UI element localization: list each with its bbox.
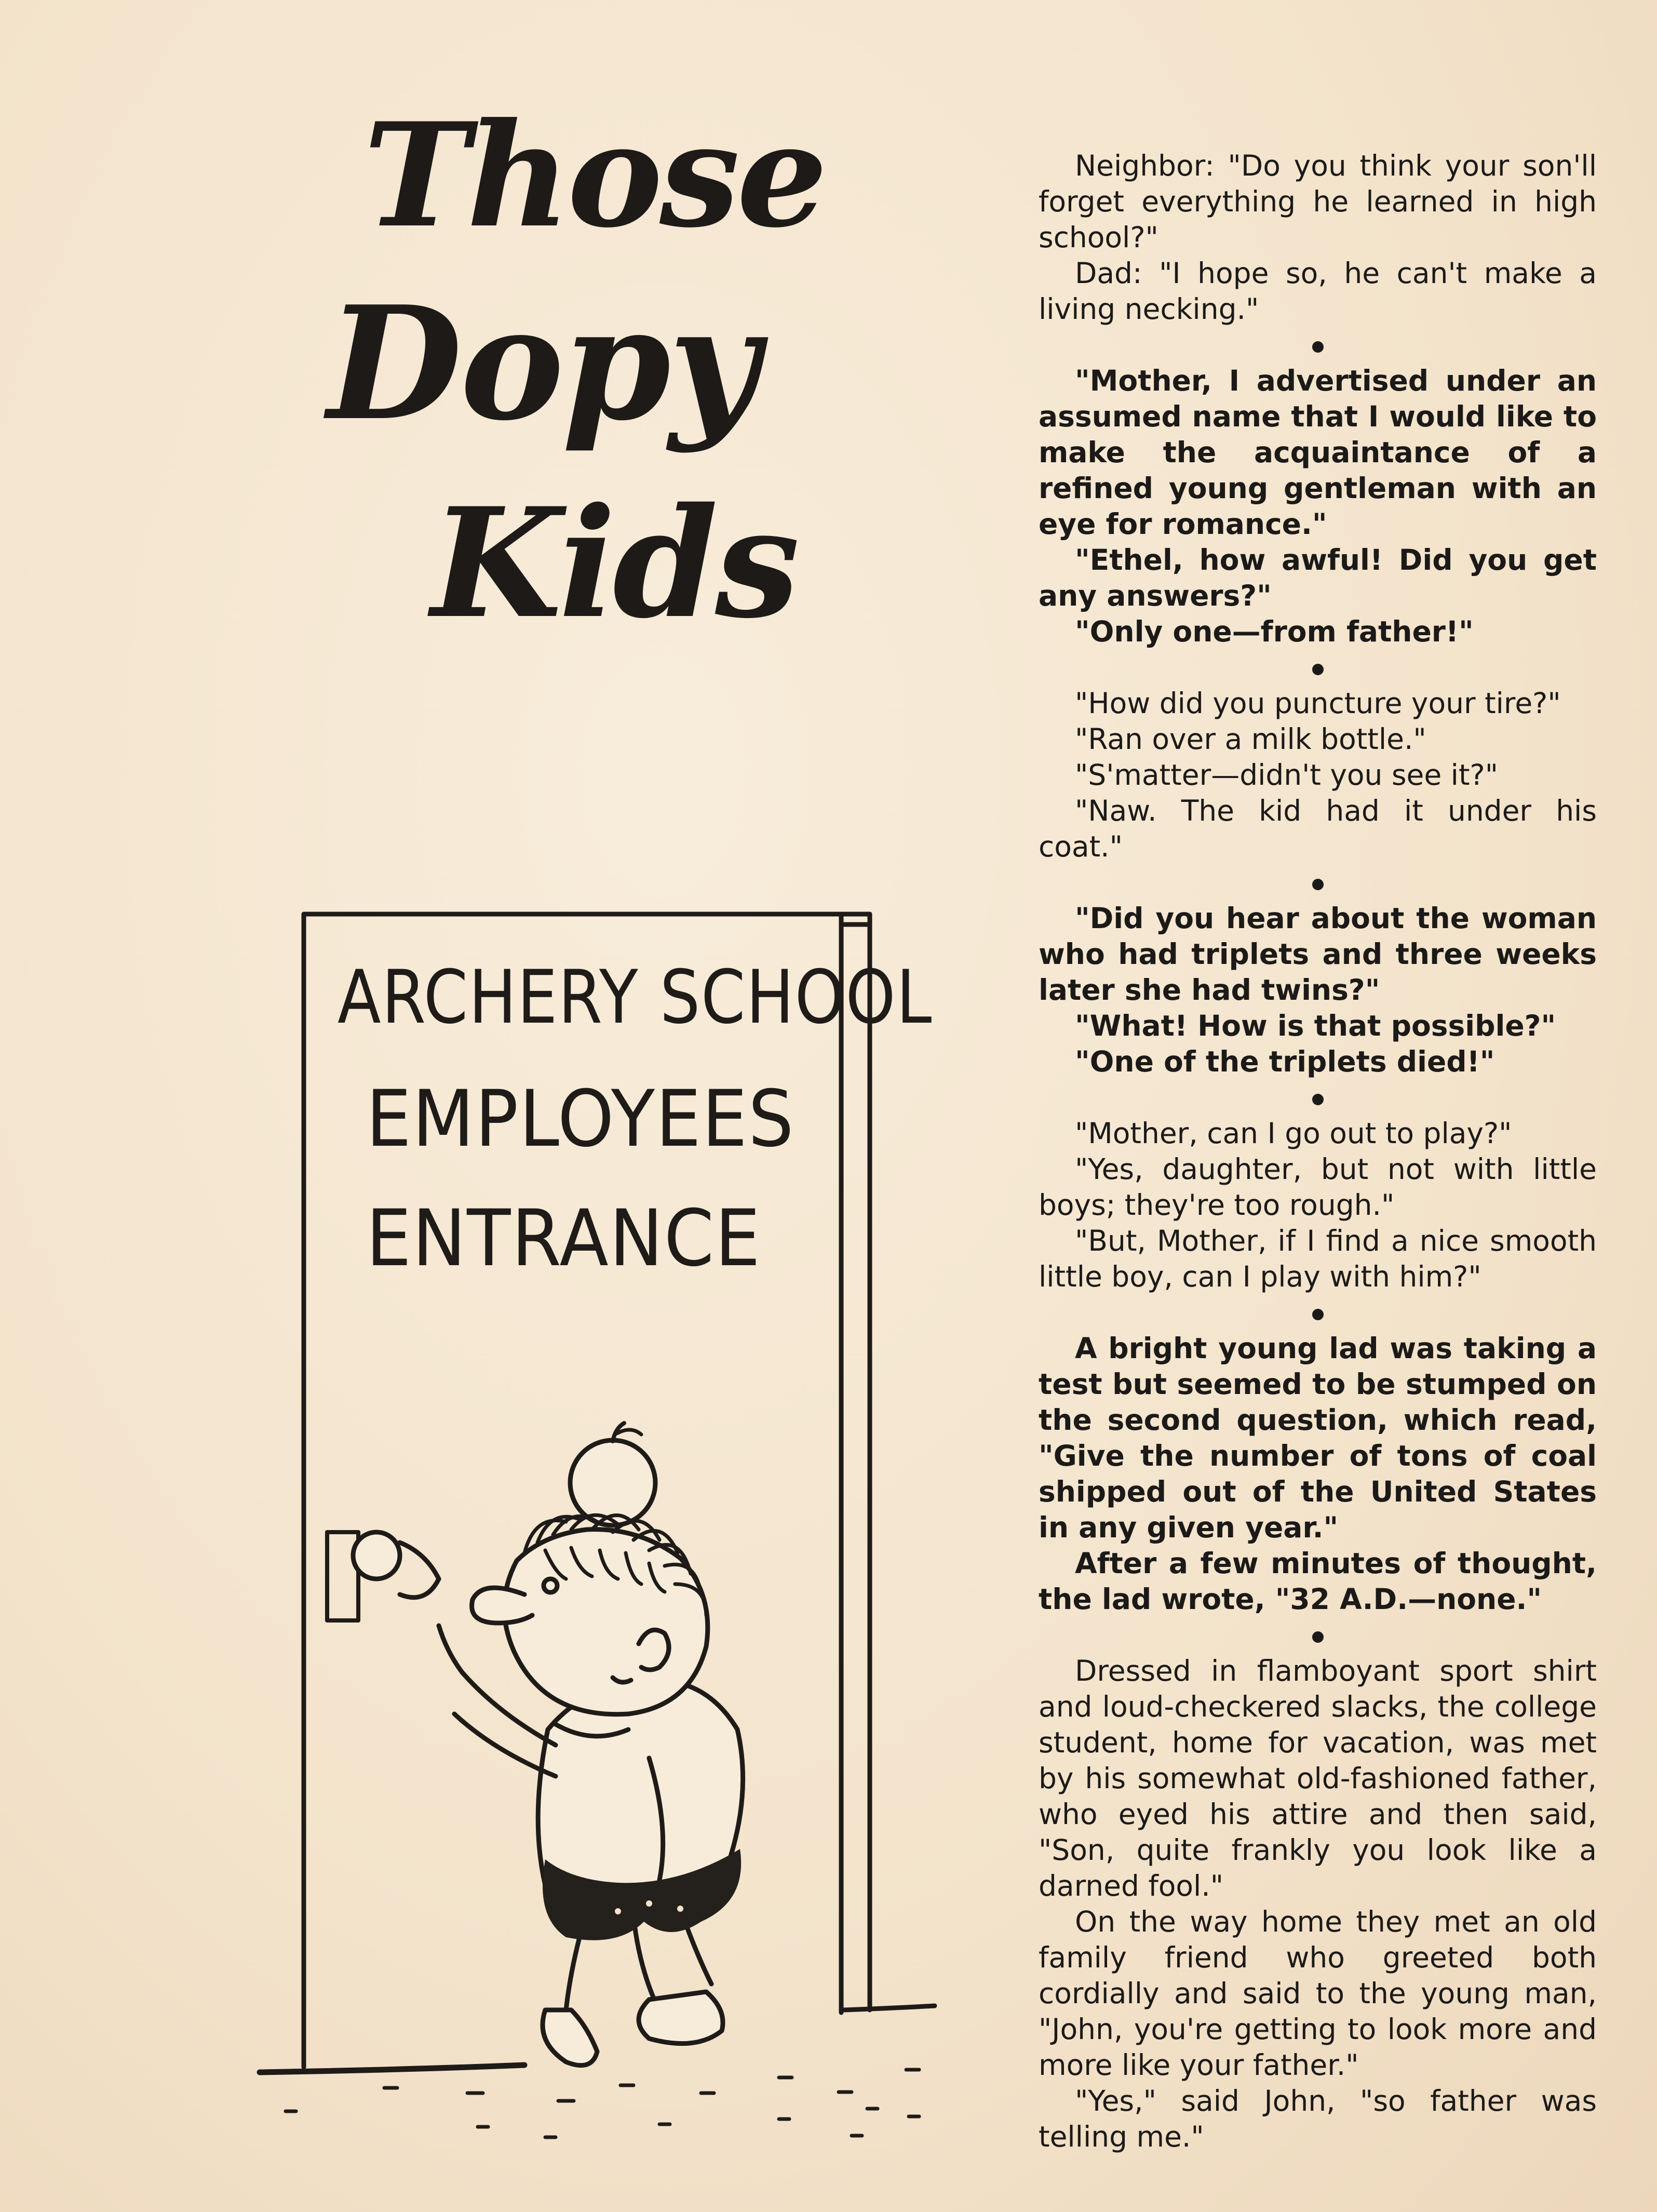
joke-5-paragraph-3: "But, Mother, if I find a nice smooth little boy, can I play with him?" (1039, 1224, 1597, 1293)
joke-separator (1039, 650, 1597, 686)
joke-3-paragraph-4: "Naw. The kid had it under his coat." (1039, 794, 1597, 863)
joke-4 (1039, 901, 1597, 1080)
sign-entrance: ENTRANCE (366, 1194, 761, 1284)
joke-3-paragraph-3: "S'matter—didn't you see it?" (1075, 758, 1499, 792)
joke-2 (1039, 363, 1597, 650)
joke-6 (1039, 1331, 1597, 1617)
title-line-3: Kids (431, 475, 797, 652)
joke-1-paragraph-2: Dad: "I hope so, he can't make a living necking." (1039, 257, 1597, 326)
joke-separator (1039, 327, 1597, 363)
sign-archery-school: ARCHERY SCHOOL (338, 955, 933, 1040)
joke-2-paragraph-1: "Mother, I advertised under an assumed name that I would like to make the acquaintance of a refined young gentleman with an eye for romance." (1039, 364, 1597, 541)
joke-separator (1039, 1080, 1597, 1116)
page-title (291, 88, 872, 712)
joke-2-paragraph-2: "Ethel, how awful! Did you get any answers?" (1039, 543, 1597, 612)
joke-separator (1039, 865, 1597, 901)
joke-3-paragraph-2: "Ran over a milk bottle." (1075, 722, 1426, 756)
joke-3-paragraph-1: "How did you puncture your tire?" (1075, 687, 1561, 720)
joke-4-paragraph-2: "What! How is that possible?" (1075, 1009, 1556, 1042)
joke-7-paragraph-2: On the way home they met an old family friend who greeted both cordially and said to the young man, "John, you're getting to look more and more like your father." (1039, 1905, 1597, 2082)
joke-7-paragraph-3: "Yes," said John, "so father was telling me." (1039, 2084, 1597, 2153)
bullet-dot (1312, 879, 1324, 890)
joke-3 (1039, 686, 1597, 865)
cartoon-illustration (254, 904, 945, 2171)
joke-7-paragraph-1: Dressed in flamboyant sport shirt and loud-checkered slacks, the college student, home for vacation, was met by his somewhat old-fashioned father, who eyed his attire and then said, "Son, quite frankly you look like a darned fool." (1039, 1654, 1597, 1902)
bullet-dot (1312, 1309, 1324, 1320)
joke-1-paragraph-1: Neighbor: "Do you think your son'll forget everything he learned in high school?" (1039, 149, 1597, 254)
joke-1 (1039, 148, 1597, 327)
sign-employees: EMPLOYEES (366, 1074, 795, 1164)
joke-4-paragraph-1: "Did you hear about the woman who had triplets and three weeks later she had twins?" (1039, 902, 1597, 1007)
joke-separator (1039, 1295, 1597, 1331)
bullet-dot (1312, 1094, 1324, 1105)
joke-7 (1039, 1653, 1597, 2155)
joke-separator (1039, 1617, 1597, 1653)
joke-5-paragraph-2: "Yes, daughter, but not with little boys; they're too rough." (1039, 1152, 1597, 1222)
joke-5 (1039, 1116, 1597, 1295)
bullet-dot (1312, 664, 1324, 675)
joke-2-paragraph-3: "Only one—from father!" (1075, 615, 1474, 648)
jokes-column (1039, 148, 1597, 2155)
joke-6-paragraph-2: After a few minutes of thought, the lad wrote, "32 A.D.—none." (1039, 1547, 1597, 1616)
joke-6-paragraph-1: A bright young lad was taking a test but seemed to be stumped on the second question, which read, "Give the number of tons of coal shipped out of the United States in any given year." (1039, 1332, 1597, 1544)
title-line-2: Dopy (327, 272, 758, 455)
joke-5-paragraph-1: "Mother, can I go out to play?" (1075, 1117, 1512, 1150)
joke-4-paragraph-3: "One of the triplets died!" (1075, 1045, 1495, 1078)
bullet-dot (1312, 341, 1324, 353)
bullet-dot (1312, 1631, 1324, 1643)
title-line-1: Those (363, 91, 825, 259)
